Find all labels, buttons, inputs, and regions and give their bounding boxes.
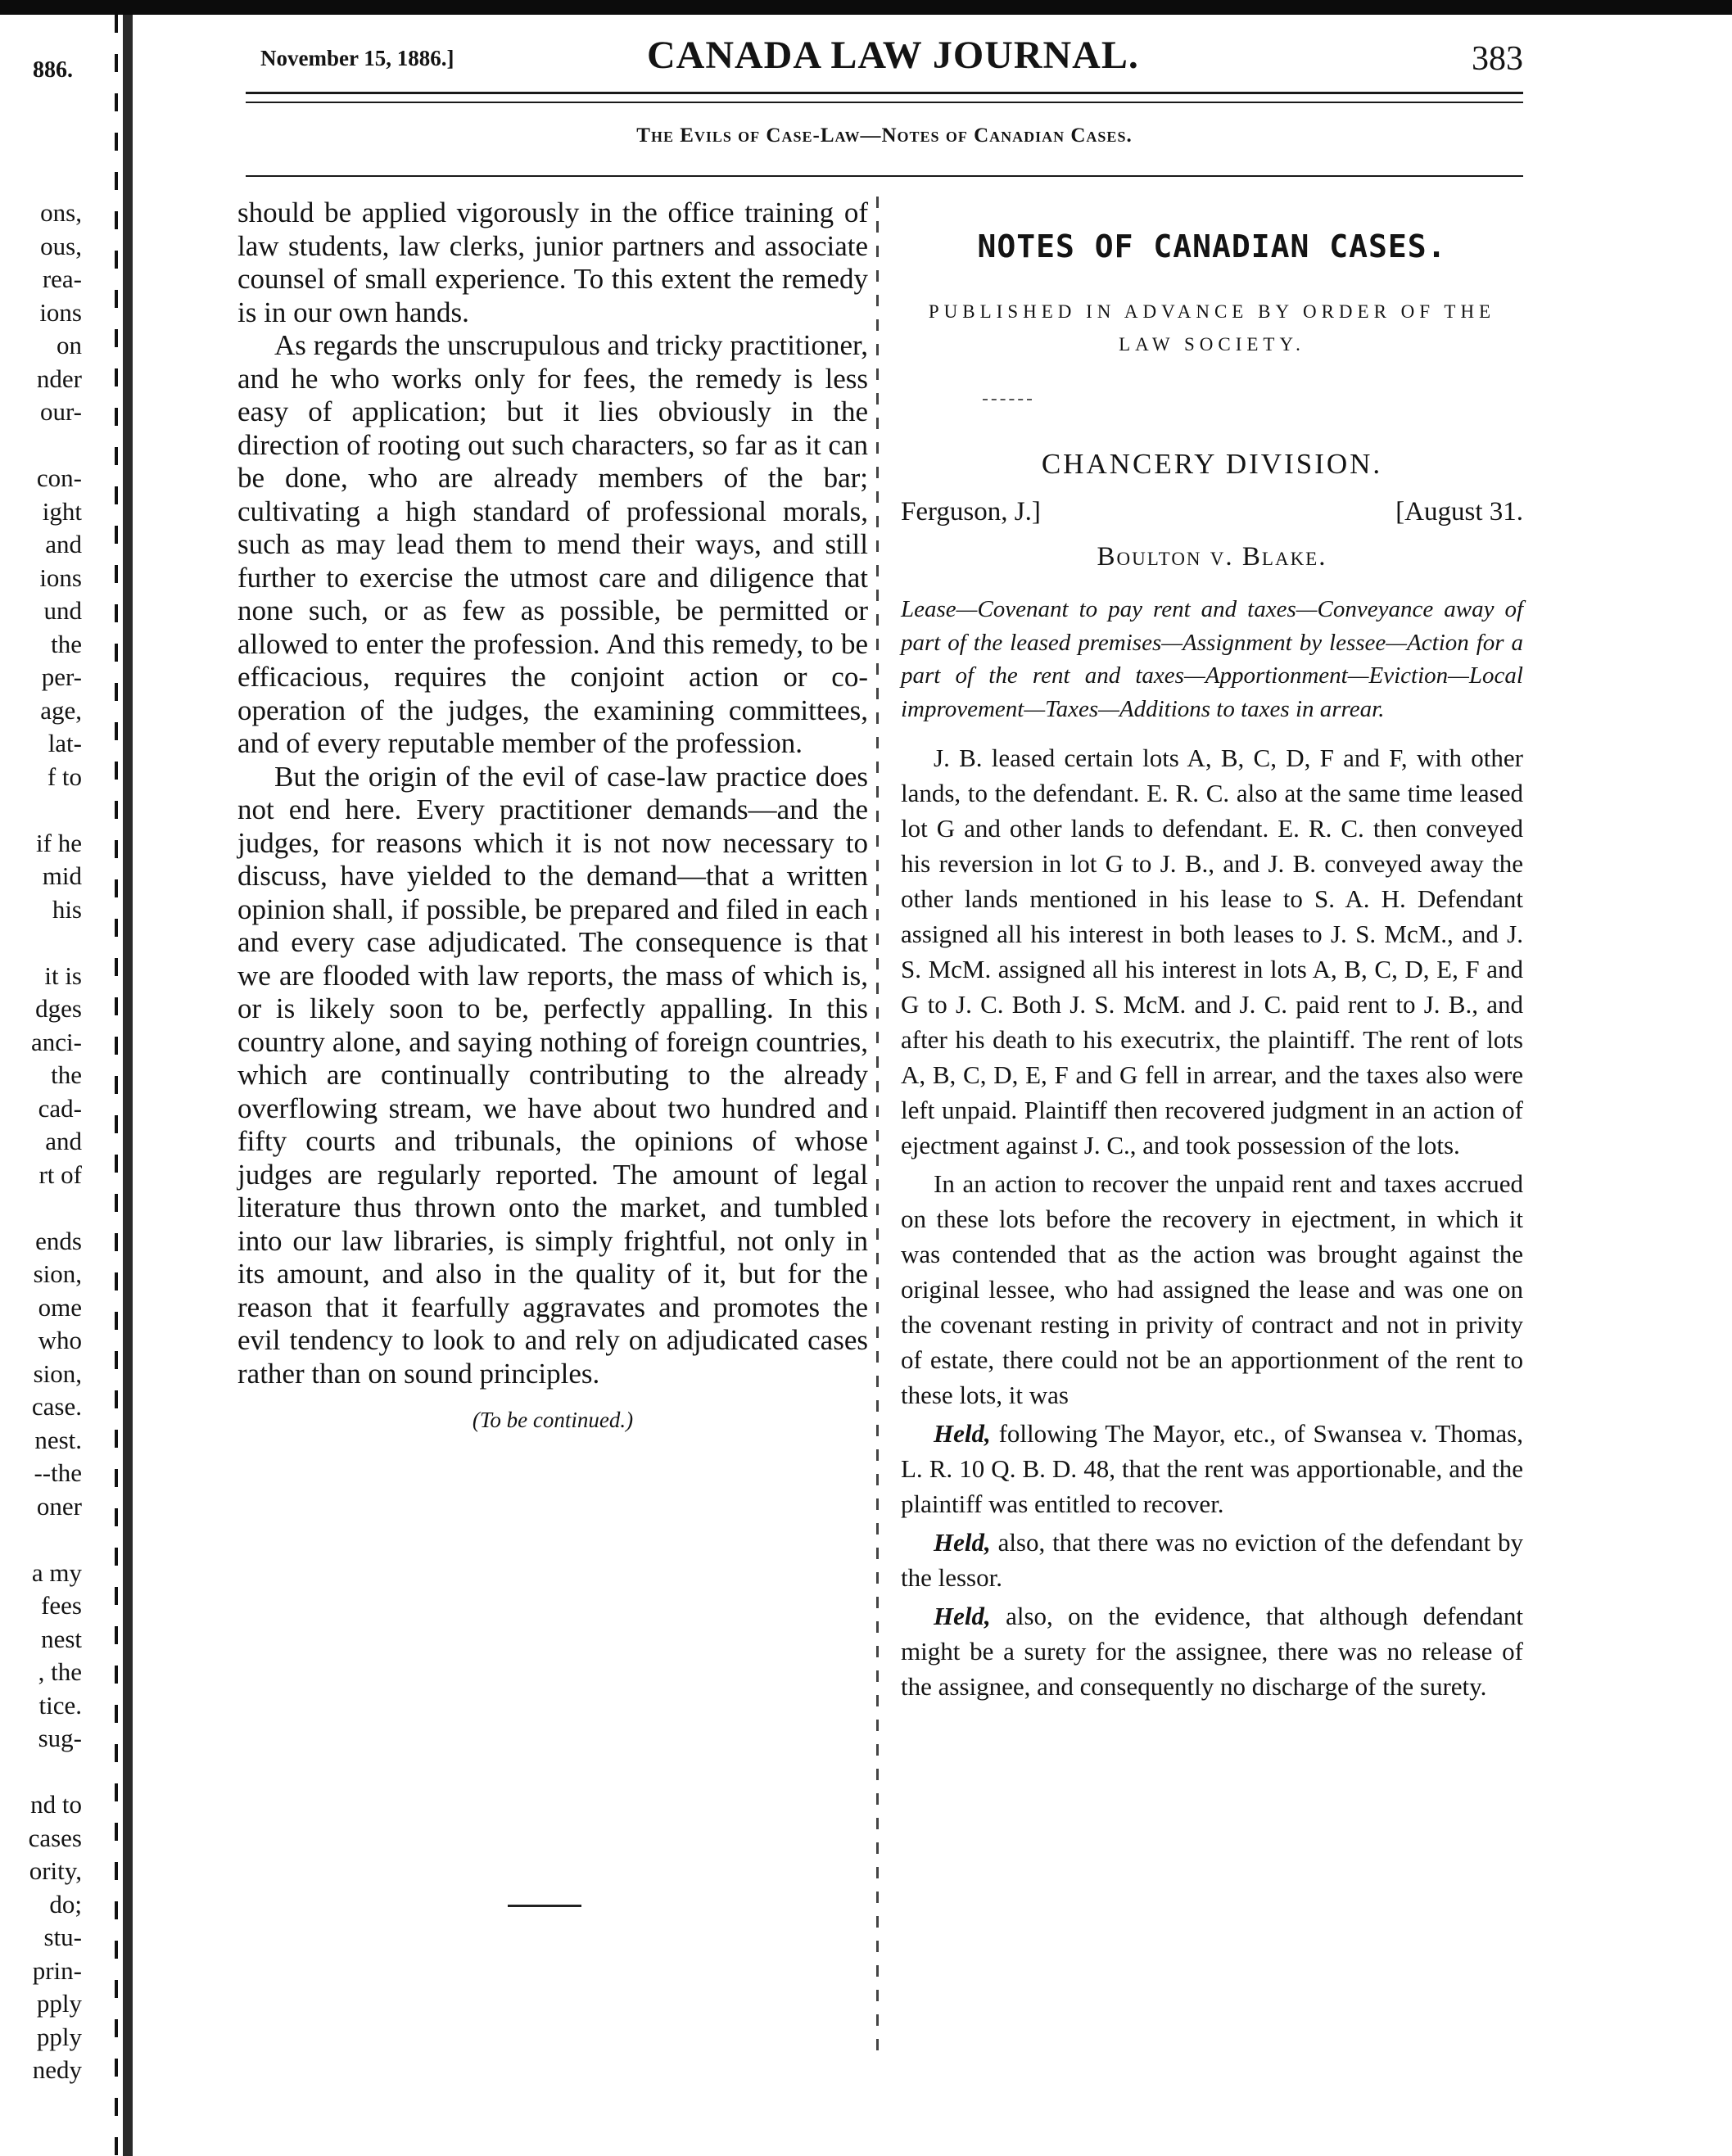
facing-page-fragment: ome (38, 1292, 82, 1322)
facing-page-fragment: ions (39, 297, 82, 327)
section-subheading: The Evils of Case-Law—Notes of Canadian Cases. (636, 124, 1133, 147)
facing-page-fragment (0, 429, 82, 463)
facing-page-fragment: nest (41, 1624, 82, 1653)
article-end-rule (508, 1905, 581, 1907)
holding (901, 1598, 1523, 1704)
scan-top-border (0, 0, 1732, 15)
facing-page-fragment (0, 1191, 82, 1225)
facing-page-fragment: the (51, 1060, 82, 1089)
paragraph: As regards the unscrupulous and tricky practitioner, and he who works only for fees, the remedy is less easy of application; but it lies obviously in the direction of rooting out such characters, so far as it can be done, who are already members of the bar; cultivating a high standard of professional morals, such as may lead them to mend their ways, and still further to exercise the utmost care and diligence that none such, or as few as possible, be permitted or allowed to enter the profession. And this remedy, to be efficacious, requires the conjoint action or co-operation of the judges, the examining committees, and of every reputable member of the profession. (237, 329, 868, 759)
facing-page-fragment: con- (36, 463, 82, 492)
facing-page-fragment: pply (36, 1989, 82, 2018)
facing-page-fragment (0, 926, 82, 960)
journal-title: CANADA LAW JOURNAL. (647, 34, 1139, 77)
published-note: PUBLISHED IN ADVANCE BY ORDER OF THE LAW SOCIETY. (928, 301, 1496, 355)
facing-page-fragment: ous, (40, 231, 82, 260)
facing-page-fragment: ight (42, 496, 82, 526)
issue-date: November 15, 1886.] (260, 46, 454, 70)
facing-page-fragment: ons, (40, 198, 82, 227)
facing-page-fragment: per- (41, 662, 82, 691)
facing-page-number: 886. (33, 57, 73, 83)
facing-page-fragment: cases (28, 1823, 82, 1852)
case-name: Boulton v. Blake. (1097, 542, 1327, 572)
facing-page-fragment: the (51, 629, 82, 658)
facing-page-fragment: sug- (38, 1724, 82, 1752)
facing-page-fragment: do; (49, 1889, 82, 1919)
headnote: Lease—Covenant to pay rent and taxes—Conveyance away of part of the leased premises—Assignment by lessee—Action for a part of the rent and taxes—Apportionment—Eviction—Local improvement—Taxes—Additions to taxes in arrear. (901, 596, 1523, 722)
facing-page-fragment: it is (44, 960, 82, 990)
held-label: Held, (934, 1602, 991, 1630)
facing-page-fragment: , the (38, 1657, 82, 1686)
holding-text: following The Mayor, etc., of Swansea v. Thomas, L. R. 10 Q. B. D. 48, that the rent was apportionable, and the plaintiff was entitled to recover. (901, 1419, 1523, 1518)
facing-page-fragment: mid (42, 861, 82, 890)
column-separator (876, 197, 879, 2055)
facing-page-fragment: sion, (33, 1358, 82, 1388)
facing-page-fragment: ends (35, 1226, 82, 1255)
paragraph: should be applied vigorously in the office training of law students, law clerks, junior partners and associate counsel of small experience. To this extent the remedy is in our own hands. (237, 197, 868, 328)
subheading-rule (246, 175, 1523, 177)
holding (901, 1525, 1523, 1595)
facing-page-fragment: and (45, 530, 82, 558)
facing-page-fragment: if he (36, 828, 82, 857)
judge-name: Ferguson, J.] (901, 497, 1041, 527)
facing-page-fragment: --the (34, 1458, 82, 1487)
facing-page-fragment: and (45, 1127, 82, 1155)
facing-page-fragment: fees (41, 1591, 82, 1620)
facing-page-fragment: nd to (30, 1790, 82, 1819)
short-rule (983, 399, 1032, 400)
running-header (246, 29, 1523, 79)
facing-page-fragment: lat- (47, 729, 82, 757)
facing-page-fragment: prin- (32, 1955, 82, 1985)
left-column (237, 197, 868, 1437)
paragraph: But the origin of the evil of case-law practice does not end here. Every practitioner demands—and the judges, for reasons which it is not now necessary to discuss, have yielded to the demand—that a written opinion shall, if possible, be prepared and filed in each and every case adjudicated. The consequence is that we are flooded with law reports, the mass of which is, or is likely soon to be, perfectly appalling. In this country alone, and saying nothing of foreign countries, which are continually contributing to the already overflowing stream, we have about two hundred and fifty courts and tribunals, the opinions of whose judges are regularly reported. The amount of legal literature thus thrown onto the market, and tumbled into our law libraries, is simply frightful, not only in its amount, and also in the quality of it, but for the reason that it fearfully aggravates and promotes the evil tendency to look to and rely on adjudicated cases rather than on sound principles. (237, 760, 868, 1390)
facing-page-fragment: tice. (38, 1690, 82, 1720)
holding (901, 1416, 1523, 1521)
facing-page-fragment: cad- (38, 1093, 82, 1123)
held-label: Held, (934, 1419, 991, 1448)
facing-page-fragment: nedy (32, 2055, 82, 2084)
held-label: Held, (934, 1528, 991, 1557)
division-heading: CHANCERY DIVISION. (1041, 448, 1383, 480)
right-column (901, 229, 1523, 1704)
facing-page-fragment: on (57, 331, 82, 359)
holding-text: also, that there was no eviction of the defendant by the lessor. (901, 1528, 1523, 1592)
holding-text: also, on the evidence, that although defendant might be a surety for the assignee, there was no release of the assignee, and consequently no discharge of the surety. (901, 1602, 1523, 1701)
facing-page-fragment: ority, (29, 1856, 82, 1885)
facing-page-fragment: rt of (38, 1159, 82, 1189)
judge-date-line (901, 495, 1523, 530)
case-contention: In an action to recover the unpaid rent and taxes accrued on these lots before the recovery in ejectment, in which it was contended that as the action was brought against the original lessee, who had assigned the lease and was one on the covenant resting in privity of contract and not in privity of estate, there could not be an apportionment of the rent to these lots, it was (901, 1169, 1523, 1409)
facing-page-fragment: f to (47, 762, 82, 791)
case-facts: J. B. leased certain lots A, B, C, D, F and F, with other lands, to the defendant. E. R. C. also at the same time leased lot G and other lands to defendant. E. R. C. then conveyed his reversion in lot G to J. B., and J. B. conveyed away the other lands mentioned in his lease to S. A. H. Defendant assigned all his interest in both leases to J. S. McM., and J. S. McM. assigned all his interest in lots A, B, C, D, E, F and G to J. C. Both J. S. McM. and J. C. paid rent to J. B., and after his death to his executrix, the plaintiff. The rent of lots A, B, C, D, E, F and G fell in arrear, and the taxes also were left unpaid. Plaintiff then recovered judgment in an action of ejectment against J. C., and took possession of the lots. (901, 744, 1523, 1159)
facing-page-fragment (0, 1523, 82, 1557)
binding-stitches (115, 15, 118, 2156)
page-number: 383 (1472, 40, 1523, 78)
scan-bottom-edge (0, 2141, 1732, 2156)
facing-page-fragment: nest. (34, 1425, 82, 1454)
facing-page-fragment (0, 1756, 82, 1789)
header-rule-thin (246, 102, 1523, 103)
to-be-continued: (To be continued.) (472, 1408, 634, 1432)
facing-page-fragment: our- (39, 397, 82, 426)
facing-page-fragment: dges (35, 994, 82, 1023)
facing-page-fragment: anci- (31, 1027, 82, 1056)
section-title: NOTES OF CANADIAN CASES. (977, 228, 1447, 264)
facing-page-fragment: sion, (33, 1259, 82, 1288)
facing-page-fragment: his (52, 894, 82, 924)
facing-page-fragment: und (43, 596, 82, 625)
facing-page-fragment: ions (39, 563, 82, 592)
facing-page-fragment: who (38, 1326, 82, 1354)
facing-page-fragment: rea- (42, 264, 82, 293)
binding-spine (123, 15, 133, 2156)
facing-page-fragment (0, 793, 82, 827)
facing-page-fragment: pply (36, 2022, 82, 2051)
facing-page-fragment: stu- (43, 1923, 82, 1951)
facing-page-fragment: age, (40, 695, 82, 725)
facing-page-fragment: a my (31, 1557, 82, 1587)
facing-page-fragment: case. (31, 1392, 82, 1421)
decision-date: [August 31. (1395, 497, 1523, 527)
facing-page-fragment: nder (36, 364, 82, 393)
header-rule (246, 92, 1523, 94)
facing-page-text-fragments (0, 197, 82, 2087)
facing-page-fragment: oner (36, 1491, 82, 1521)
